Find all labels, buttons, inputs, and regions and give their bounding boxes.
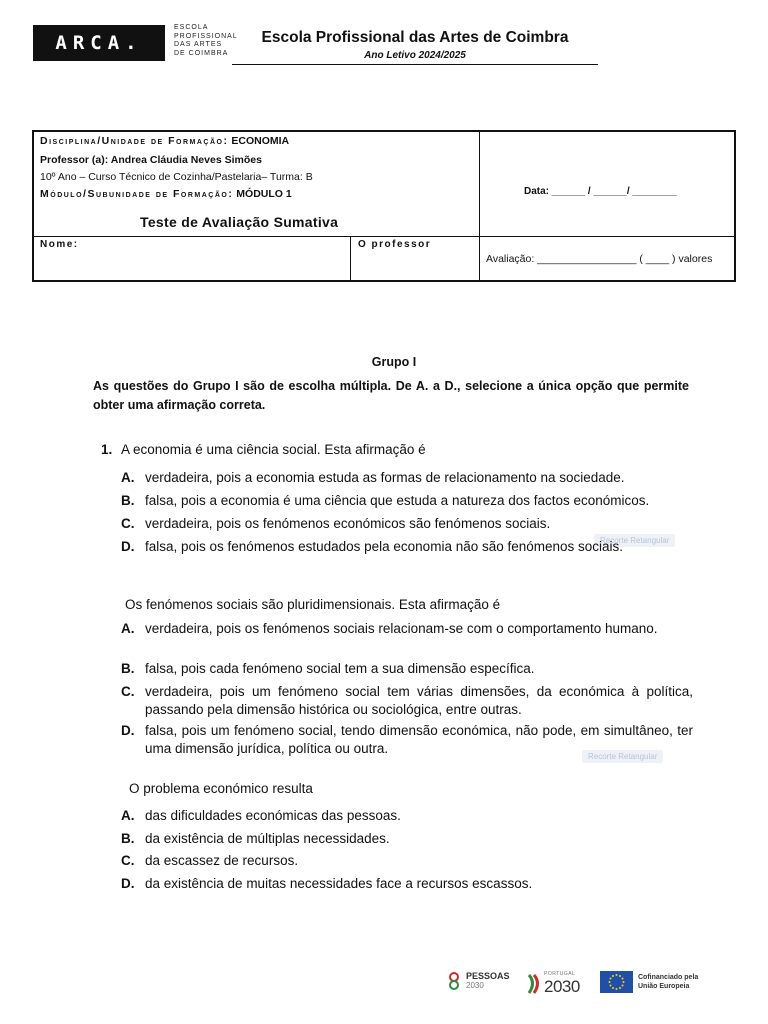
option-text: da escassez de recursos. [145,853,299,868]
option-letter: A. [121,470,135,485]
option-a[interactable] [121,469,693,487]
name-field-label[interactable]: Nome: [40,239,79,250]
option-letter: D. [121,723,135,738]
option-letter: C. [121,853,135,868]
eu-caption [638,973,698,991]
teacher-name: Professor (a): Andrea Cláudia Neves Simões [40,154,262,166]
eu-stars-icon [600,971,633,993]
course-line: 10º Ano – Curso Técnico de Cozinha/Pastelaria– Turma: B [40,171,313,183]
option-c[interactable] [121,683,693,719]
logo-subtitle-line: ESCOLA [174,24,209,31]
logo-subtitle-line: DAS ARTES [174,41,223,49]
option-letter: D. [121,876,135,891]
question-number: 1. [101,442,113,457]
portugal-2030-logo [526,971,580,997]
portugal-label: PORTUGAL [544,971,576,977]
option-letter: A. [121,621,135,636]
eu-logo [600,971,698,993]
eu-caption-line: União Europeia [638,983,690,990]
info-table [32,130,736,282]
logo-subtitle [174,24,238,58]
option-b[interactable] [121,830,693,848]
option-text: falsa, pois um fenómeno social, tendo dimensão económica, não pode, em simultâneo, ter uma dimensão jurídica, política ou outra. [145,723,693,756]
portugal-year: 2030 [544,977,580,996]
evaluation-field[interactable]: Avaliação: _________________ ( ____ ) valores [486,253,713,265]
option-text: falsa, pois os fenómenos estudados pela economia não são fenómenos sociais. [145,539,624,554]
teacher-field-label[interactable]: O professor [358,239,432,250]
school-name: Escola Profissional das Artes de Coimbra [261,29,569,46]
date-field[interactable]: Data: ______ / ______/ ________ [524,186,677,197]
option-letter: C. [121,516,135,531]
module-line [40,187,313,201]
option-text: verdadeira, pois a economia estuda as formas de relacionamento na sociedade. [145,470,625,485]
question-stem: A economia é uma ciência social. Esta afirmação é [121,442,426,457]
option-text: falsa, pois cada fenómeno social tem a sua dimensão específica. [145,661,535,676]
option-text: verdadeira, pois um fenómeno social tem várias dimensões, da económica à política, passando pela dimensão histórica ou sociológica, entre outras. [145,684,693,717]
course-info [40,134,313,201]
header-divider [232,64,598,65]
pessoas-title: PESSOAS [466,971,510,981]
group-title: Grupo I [371,355,417,369]
logo-subtitle-line: DE COIMBRA [174,49,229,57]
snip-watermark: Recorte Retangular [582,750,663,763]
option-text: da existência de muitas necessidades face a recursos escassos. [145,876,533,891]
option-text: verdadeira, pois os fenómenos sociais relacionam-se com o comportamento humano. [145,621,658,636]
option-letter: B. [121,493,135,508]
option-text: da existência de múltiplas necessidades. [145,831,390,846]
group-instructions: As questões do Grupo I são de escolha múltipla. De A. a D., selecione a única opção que permite obter uma afirmação correta. [93,379,689,412]
option-a[interactable] [121,620,693,638]
table-divider [479,236,480,280]
pessoas-2030-logo [446,971,510,991]
school-logo [33,25,165,61]
discipline-line [40,134,313,148]
question-stem: O problema económico resulta [129,781,313,796]
test-title: Teste de Avaliação Sumativa [140,214,339,230]
question-stem: Os fenómenos sociais são pluridimensionais. Esta afirmação é [125,597,501,612]
table-divider [479,132,480,237]
pessoas-year: 2030 [466,981,484,990]
table-divider [34,236,734,237]
option-d[interactable] [121,538,693,556]
option-d[interactable] [121,875,693,893]
module-label: Módulo/Subunidade de Formação: [40,188,234,200]
option-b[interactable] [121,492,693,510]
option-letter: A. [121,808,135,823]
option-b[interactable] [121,660,693,678]
snip-watermark: Recorte Retangular [594,534,675,547]
portugal-icon [526,973,542,995]
eu-caption-line: Cofinanciado pela [638,974,699,981]
option-text: das dificuldades económicas das pessoas. [145,808,401,823]
pessoas-icon [446,971,462,991]
option-c[interactable] [121,515,693,533]
eu-flag-icon [600,971,633,993]
discipline-value: ECONOMIA [231,135,290,147]
option-a[interactable] [121,807,693,825]
option-letter: B. [121,831,135,846]
option-letter: B. [121,661,135,676]
option-c[interactable] [121,852,693,870]
option-text: verdadeira, pois os fenómenos económicos são fenómenos sociais. [145,516,551,531]
option-letter: C. [121,684,135,699]
option-text: falsa, pois a economia é uma ciência que estuda a natureza dos factos económicos. [145,493,650,508]
table-divider [350,236,351,280]
discipline-label: Disciplina/Unidade de Formação: [40,135,229,147]
school-year: Ano Letivo 2024/2025 [364,50,466,61]
option-letter: D. [121,539,135,554]
logo-subtitle-line: PROFISSIONAL [174,32,238,40]
module-value: MÓDULO 1 [236,188,292,200]
logo-text: ARCA. [55,32,143,54]
